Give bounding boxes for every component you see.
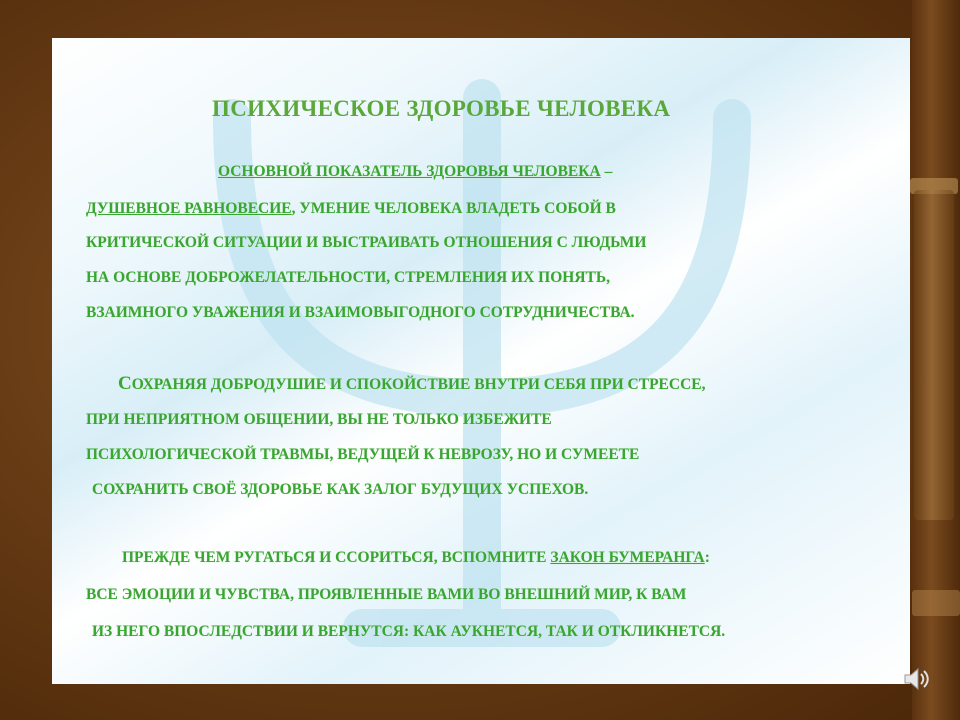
slide-content xyxy=(52,38,910,684)
decorative-column xyxy=(914,190,954,520)
paragraph2-line3: ПСИХОЛОГИЧЕСКОЙ ТРАВМЫ, ВЕДУЩЕЙ К НЕВРОЗУ, НО И СУМЕЕТЕ xyxy=(86,446,640,463)
paragraph1-line1 xyxy=(218,163,612,181)
paragraph2-line1-rest: ОХРАНЯЯ ДОБРОДУШИЕ И СПОКОЙСТВИЕ ВНУТРИ СЕБЯ ПРИ СТРЕССЕ, xyxy=(131,376,706,393)
slide-title: ПСИХИЧЕСКОЕ ЗДОРОВЬЕ ЧЕЛОВЕКА xyxy=(212,96,671,121)
paragraph1-line3: КРИТИЧЕСКОЙ СИТУАЦИИ И ВЫСТРАИВАТЬ ОТНОШЕНИЯ С ЛЮДЬМИ xyxy=(86,234,647,251)
main-indicator-phrase: ОСНОВНОЙ ПОКАЗАТЕЛЬ ЗДОРОВЬЯ ЧЕЛОВЕКА xyxy=(218,163,601,180)
paragraph3-line1-colon: : xyxy=(704,549,710,566)
mental-balance-phrase: ДУШЕВНОЕ РАВНОВЕСИЕ xyxy=(86,200,292,217)
speaker-icon[interactable] xyxy=(902,664,932,694)
paragraph2-line4: СОХРАНИТЬ СВОЁ ЗДОРОВЬЕ КАК ЗАЛОГ БУДУЩИХ УСПЕХОВ. xyxy=(92,481,589,498)
psi-watermark-icon xyxy=(112,58,852,658)
paragraph3-line2: ВСЕ ЭМОЦИИ И ЧУВСТВА, ПРОЯВЛЕННЫЕ ВАМИ ВО ВНЕШНИЙ МИР, К ВАМ xyxy=(86,586,687,603)
paragraph1-line2 xyxy=(86,200,616,218)
paragraph1-line4: НА ОСНОВЕ ДОБРОЖЕЛАТЕЛЬНОСТИ, СТРЕМЛЕНИЯ ИХ ПОНЯТЬ, xyxy=(86,269,610,286)
paragraph3-line3: ИЗ НЕГО ВПОСЛЕДСТВИИ И ВЕРНУТСЯ: КАК АУКНЕТСЯ, ТАК И ОТКЛИКНЕТСЯ. xyxy=(92,623,726,640)
paragraph2-line2: ПРИ НЕПРИЯТНОМ ОБЩЕНИИ, ВЫ НЕ ТОЛЬКО ИЗБЕЖИТЕ xyxy=(86,411,552,428)
paragraph2-initial-letter: С xyxy=(118,373,132,394)
decorative-column-base xyxy=(912,590,960,616)
paragraph3-line1 xyxy=(122,549,710,567)
paragraph2-line1 xyxy=(118,373,706,395)
boomerang-law-phrase: ЗАКОН БУМЕРАНГА xyxy=(550,549,705,566)
paragraph1-line5: ВЗАИМНОГО УВАЖЕНИЯ И ВЗАИМОВЫГОДНОГО СОТРУДНИЧЕСТВА. xyxy=(86,304,635,321)
paragraph1-line1-dash: – xyxy=(600,163,613,180)
paragraph1-line2-rest: , УМЕНИЕ ЧЕЛОВЕКА ВЛАДЕТЬ СОБОЙ В xyxy=(291,200,616,217)
paragraph3-line1-start: ПРЕЖДЕ ЧЕМ РУГАТЬСЯ И ССОРИТЬСЯ, ВСПОМНИТЕ xyxy=(122,549,551,566)
